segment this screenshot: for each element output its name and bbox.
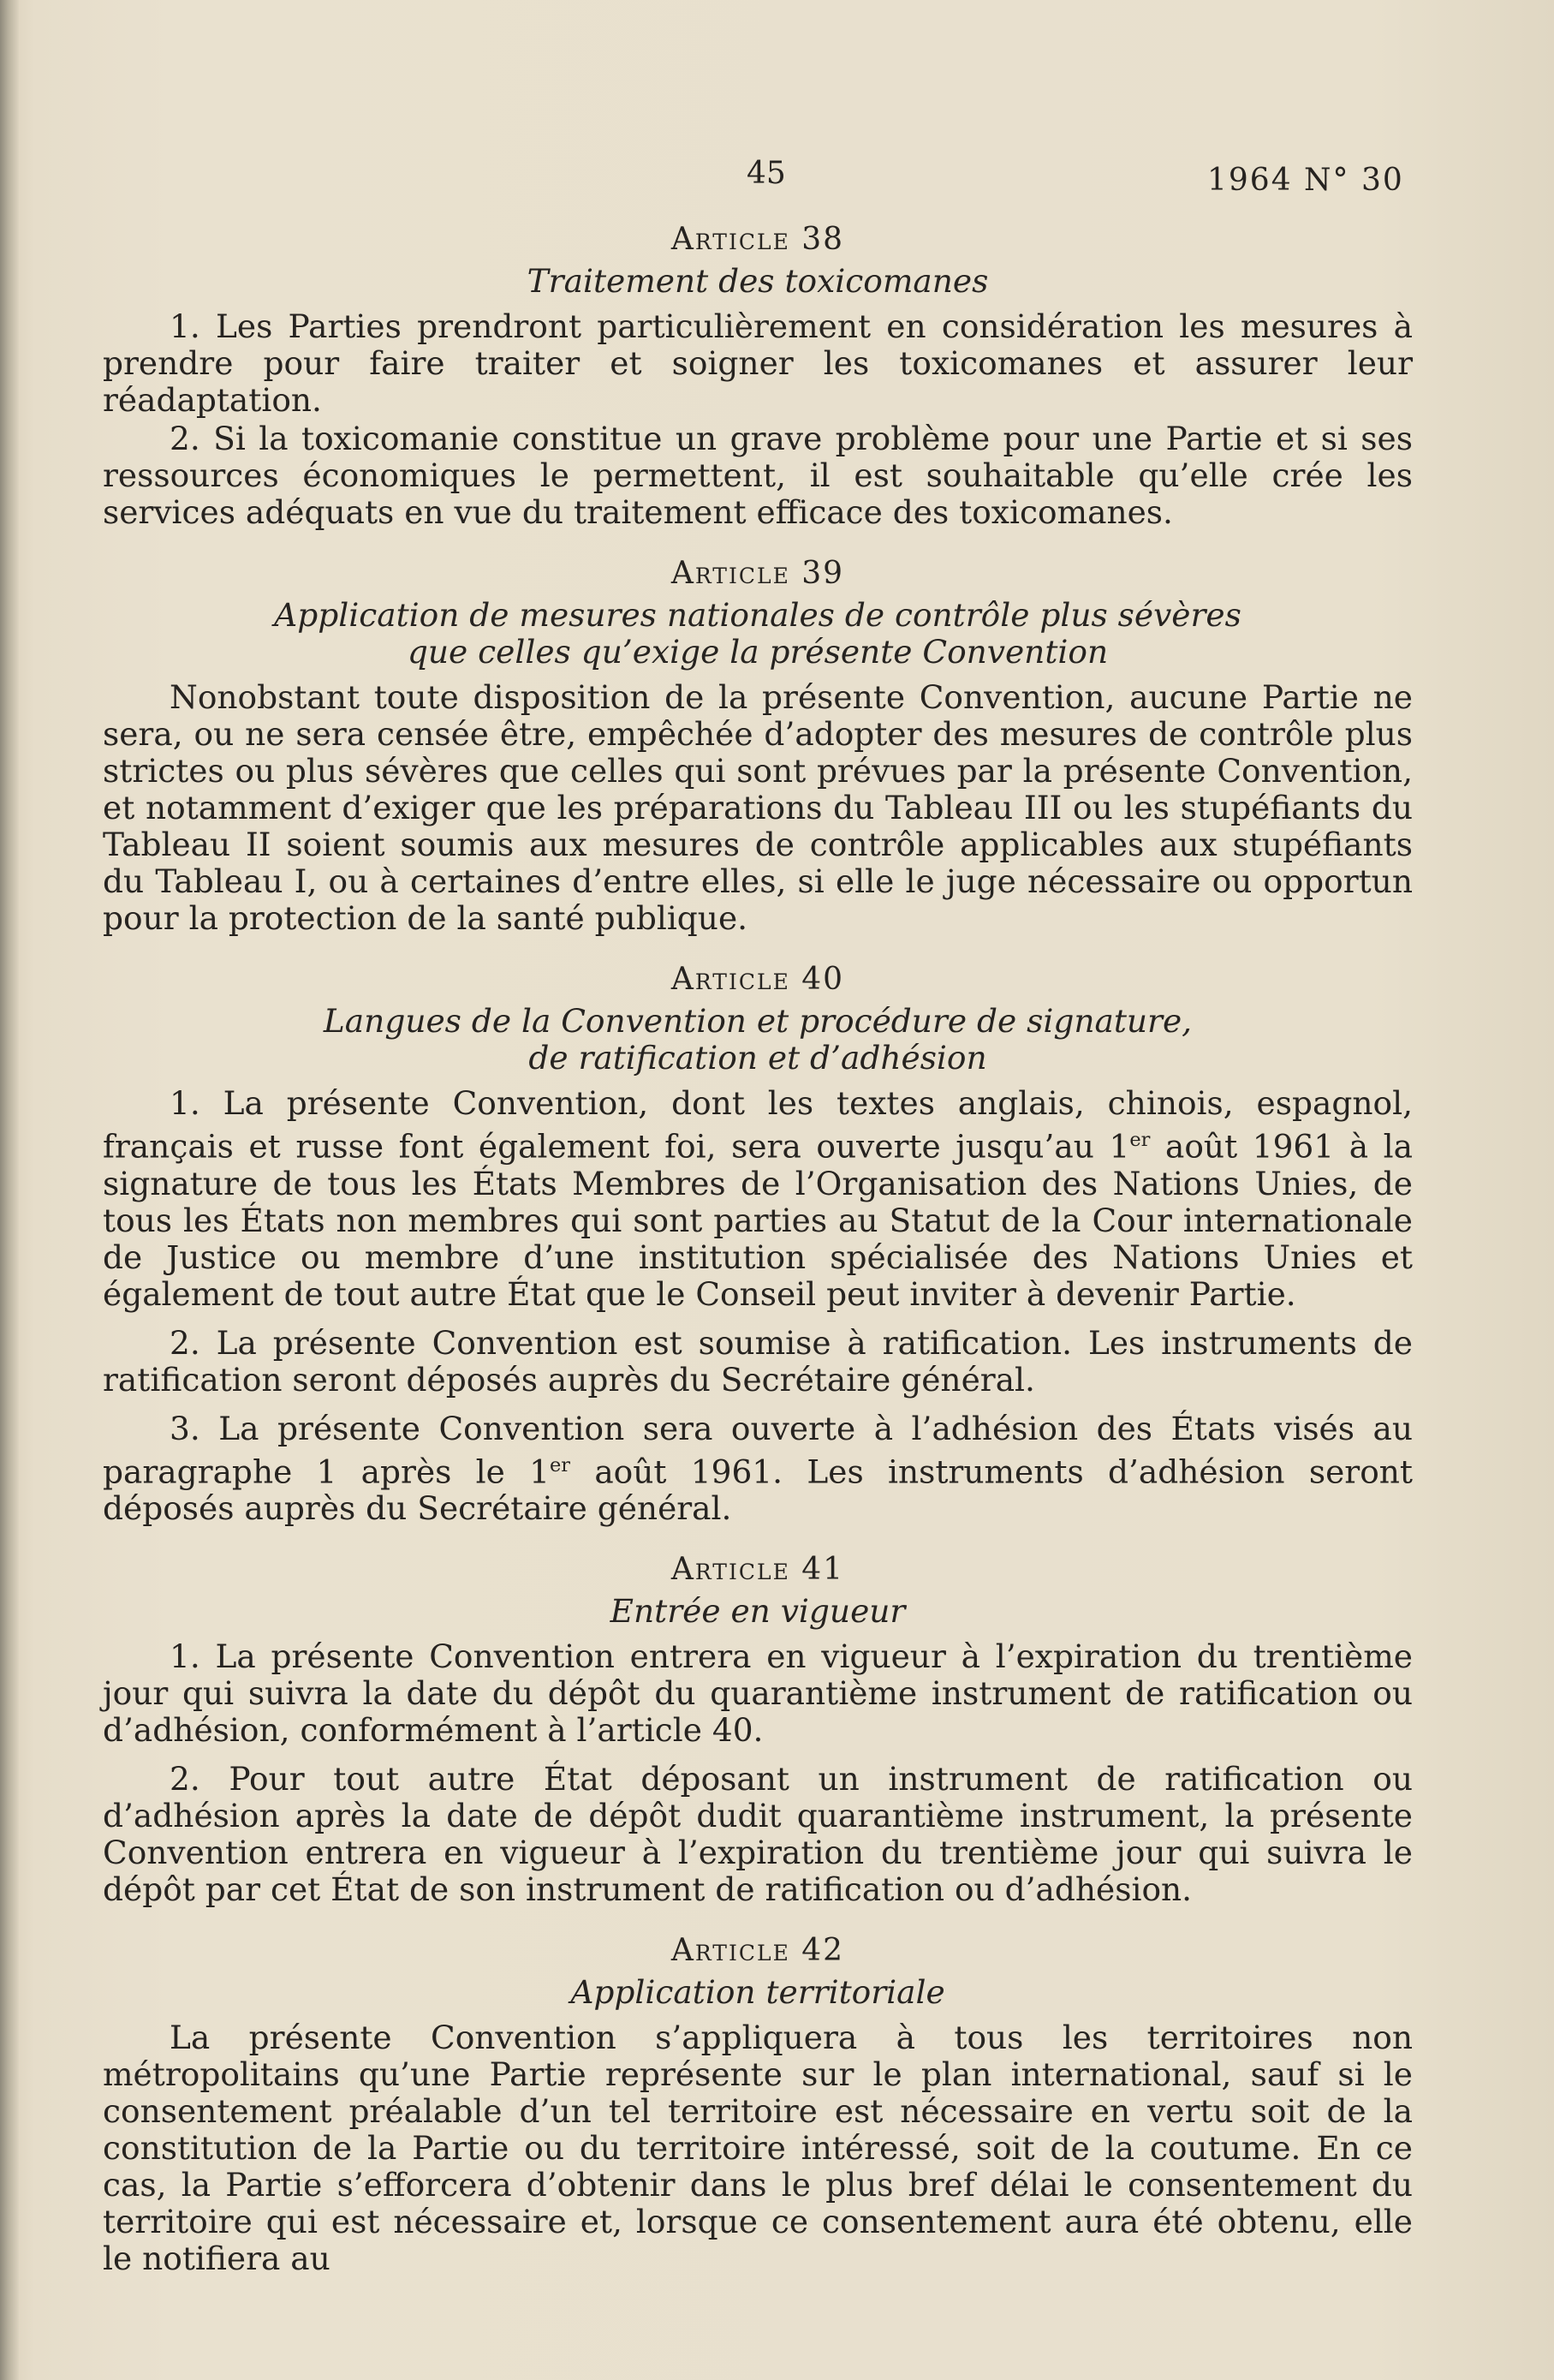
article-heading: Article 38: [670, 222, 845, 257]
article-title-line: Application de mesures nationales de contrôle plus sévères: [274, 596, 1241, 634]
article-title-line: Entrée en vigueur: [610, 1592, 906, 1630]
article-title-line: Langues de la Convention et procédure de signature,: [323, 1002, 1193, 1040]
article-title-line: Traitement des toxicomanes: [527, 262, 989, 300]
article-title: [103, 597, 1413, 671]
article-heading: Article 40: [670, 962, 845, 997]
article-41: [103, 1551, 1413, 1908]
article-title: [103, 1003, 1413, 1077]
article-title-line: Application territoriale: [570, 1973, 945, 2011]
article-title-line: que celles qu’exige la présente Convention: [407, 633, 1109, 671]
paragraph: 2. La présente Convention est soumise à ratification. Les instruments de ratification seront déposés auprès du Secrétaire général.: [103, 1323, 1413, 1399]
article-heading: Article 39: [670, 556, 845, 591]
page-reference: 1964 N° 30: [1207, 163, 1404, 198]
page-header: [0, 156, 1554, 207]
article-40: [103, 961, 1413, 1527]
binding-edge: [0, 0, 19, 2380]
article-title: [103, 263, 1413, 300]
document-body: [103, 221, 1413, 2289]
article-42: [103, 1932, 1413, 2277]
paragraph: 1. La présente Convention entrera en vigueur à l’expiration du trentième jour qui suivra la date du dépôt du quarantième instrument de ratification ou d’adhésion, conformément à l’article 40.: [103, 1637, 1413, 1749]
paragraph: 1. La présente Convention, dont les textes anglais, chinois, espagnol, français et russe font également foi, sera ouverte jusqu’au 1er août 1961 à la signature de tous les États Membres de l’Organisation des Nations Unies, de tous les États non membres qui sont parties au Statut de la Cour internationale de Justice ou membre d’une institution spécialisée des Nations Unies et également de tout autre État que le Conseil peut inviter à devenir Partie.: [103, 1084, 1413, 1313]
page-number: 45: [747, 156, 786, 191]
article-38: [103, 221, 1413, 531]
paragraph: 3. La présente Convention sera ouverte à l’adhésion des États visés au paragraphe 1 après le 1er août 1961. Les instruments d’adhésion seront déposés auprès du Secrétaire général.: [103, 1409, 1413, 1527]
paragraph: La présente Convention s’appliquera à tous les territoires non métropolitains qu’une Partie représente sur le plan international, sauf si le consentement préalable d’un tel territoire est nécessaire en vertu soit de la constitution de la Partie ou du territoire intéressé, soit de la coutume. En ce cas, la Partie s’efforcera d’obtenir dans le plus bref délai le consentement du territoire qui est nécessaire et, lorsque ce consentement aura été obtenu, elle le notifiera au: [103, 2019, 1413, 2277]
article-heading: Article 41: [670, 1552, 845, 1587]
paragraph: 1. Les Parties prendront particulièrement en considération les mesures à prendre pour faire traiter et soigner les toxicomanes et assurer leur réadaptation.: [103, 307, 1413, 419]
article-heading: Article 42: [670, 1933, 845, 1968]
article-39: [103, 555, 1413, 937]
article-title: [103, 1974, 1413, 2011]
article-title: [103, 1593, 1413, 1630]
paragraph: 2. Pour tout autre État déposant un instrument de ratification ou d’adhésion après la date de dépôt dudit quarantième instrument, la présente Convention entrera en vigueur à l’expiration du trentième jour qui suivra le dépôt par cet État de son instrument de ratification ou d’adhésion.: [103, 1760, 1413, 1908]
article-title-line: de ratification et d’adhésion: [528, 1039, 987, 1077]
paragraph: 2. Si la toxicomanie constitue un grave problème pour une Partie et si ses ressources économiques le permettent, il est souhaitable qu’elle crée les services adéquats en vue du traitement efficace des toxicomanes.: [103, 420, 1413, 531]
paragraph: Nonobstant toute disposition de la présente Convention, aucune Partie ne sera, ou ne sera censée être, empêchée d’adopter des mesures de contrôle plus strictes ou plus sévères que celles qui sont prévues par la présente Convention, et notamment d’exiger que les préparations du Tableau III ou les stupéfiants du Tableau II soient soumis aux mesures de contrôle applicables aux stupéfiants du Tableau I, ou à certaines d’entre elles, si elle le juge nécessaire ou opportun pour la protection de la santé publique.: [103, 678, 1413, 937]
